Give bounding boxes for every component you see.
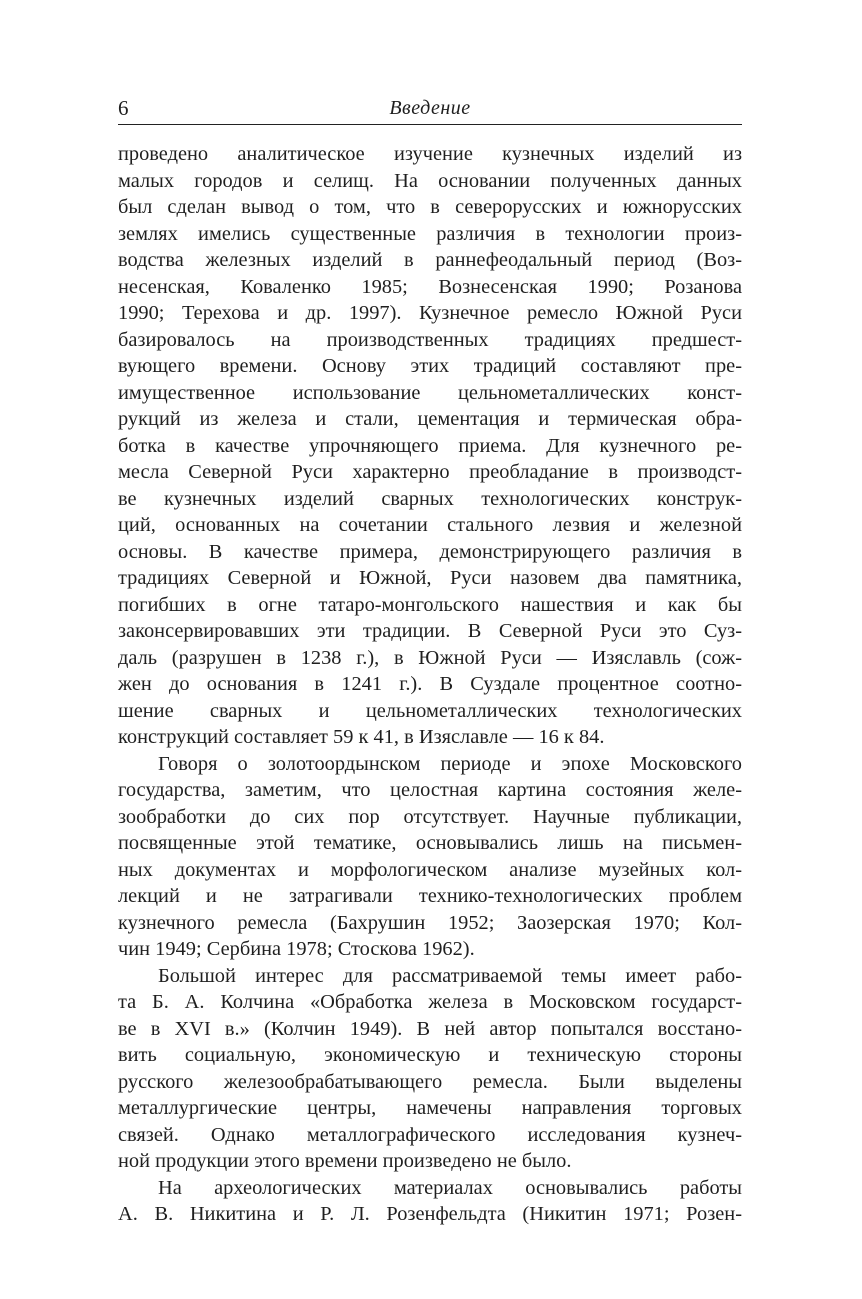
- text-line: ботка в качестве упрочняющего приема. Для кузнечного ре-: [118, 434, 742, 457]
- text-line: рукций из железа и стали, цементация и термическая обра-: [118, 408, 742, 430]
- text-line: проведено аналитическое изучение кузнечных изделий из: [118, 143, 742, 165]
- text-line: законсервировавших эти традиции. В Северной Руси это Суз-: [118, 620, 742, 642]
- text-line: та Б. А. Колчина «Обработка железа в Московском государст-: [118, 991, 742, 1013]
- text-line: ве в XVI в.» (Колчин 1949). В ней автор попытался восстано-: [118, 1017, 742, 1040]
- paragraph: [118, 963, 742, 1175]
- text-line: На археологических материалах основывались работы: [158, 1176, 742, 1199]
- text-line: традициях Северной и Южной, Руси назовем два памятника,: [118, 567, 742, 589]
- text-line: вующего времени. Основу этих традиций составляют пре-: [118, 355, 742, 377]
- text-line: посвященные этой тематике, основывались лишь на письмен-: [118, 832, 742, 854]
- text-line: вить социальную, экономическую и техническую стороны: [118, 1044, 742, 1066]
- text-line: Говоря о золотоордынском периоде и эпохе Московского: [158, 752, 742, 775]
- paragraph: [118, 1175, 742, 1228]
- text-line: связей. Однако металлографического исследования кузнеч-: [118, 1123, 742, 1146]
- text-line: ных документах и морфологическом анализе музейных кол-: [118, 858, 742, 881]
- text-line: государства, заметим, что целостная картина состояния желе-: [118, 779, 742, 801]
- paragraph: [118, 141, 742, 751]
- text-line: водства железных изделий в раннефеодальный период (Воз-: [118, 249, 742, 271]
- text-line: ций, основанных на сочетании стального лезвия и железной: [118, 514, 742, 536]
- text-line: даль (разрушен в 1238 г.), в Южной Руси — Изяславль (сож-: [118, 646, 742, 669]
- page-number: 6: [118, 96, 129, 120]
- text-line: металлургические центры, намечены направления торговых: [118, 1097, 742, 1119]
- text-line: шение сварных и цельнометаллических технологических: [118, 699, 742, 722]
- text-line: лекций и не затрагивали технико-технологических проблем: [118, 885, 742, 907]
- text-line: Большой интерес для рассматриваемой темы имеет рабо-: [158, 964, 742, 987]
- text-line: был сделан вывод о том, что в северорусских и южнорусских: [118, 196, 742, 218]
- text-line: жен до основания в 1241 г.). В Суздале процентное соотно-: [118, 673, 742, 695]
- text-line: месла Северной Руси характерно преобладание в производст-: [118, 461, 742, 483]
- text-line: кузнечного ремесла (Бахрушин 1952; Заозерская 1970; Кол-: [118, 911, 742, 934]
- text-line: А. В. Никитина и Р. Л. Розенфельдта (Никитин 1971; Розен-: [118, 1203, 742, 1225]
- text-line: конструкций составляет 59 к 41, в Изяславле — 16 к 84.: [118, 726, 605, 748]
- text-line: малых городов и селищ. На основании полученных данных: [118, 169, 742, 192]
- text-line: русского железообрабатывающего ремесла. Были выделены: [118, 1070, 742, 1093]
- running-title: Введение: [389, 97, 471, 119]
- text-line: землях имелись существенные различия в технологии произ-: [118, 222, 742, 245]
- text-line: зообработки до сих пор отсутствует. Научные публикации,: [118, 805, 742, 828]
- text-line: 1990; Терехова и др. 1997). Кузнечное ремесло Южной Руси: [118, 302, 742, 324]
- text-line: несенская, Коваленко 1985; Вознесенская 1990; Розанова: [118, 275, 742, 298]
- text-line: ной продукции этого времени произведено не было.: [118, 1150, 572, 1172]
- text-line: чин 1949; Сербина 1978; Стоскова 1962).: [118, 938, 475, 960]
- page-header: [118, 96, 742, 125]
- body-text: [118, 141, 742, 1228]
- text-line: имущественное использование цельнометаллических конст-: [118, 381, 742, 404]
- paragraph: [118, 751, 742, 963]
- text-line: ве кузнечных изделий сварных технологических конструк-: [118, 487, 742, 510]
- text-line: базировалось на производственных традициях предшест-: [118, 328, 742, 351]
- text-line: погибших в огне татаро-монгольского нашествия и как бы: [118, 593, 742, 616]
- text-line: основы. В качестве примера, демонстрирующего различия в: [118, 540, 742, 563]
